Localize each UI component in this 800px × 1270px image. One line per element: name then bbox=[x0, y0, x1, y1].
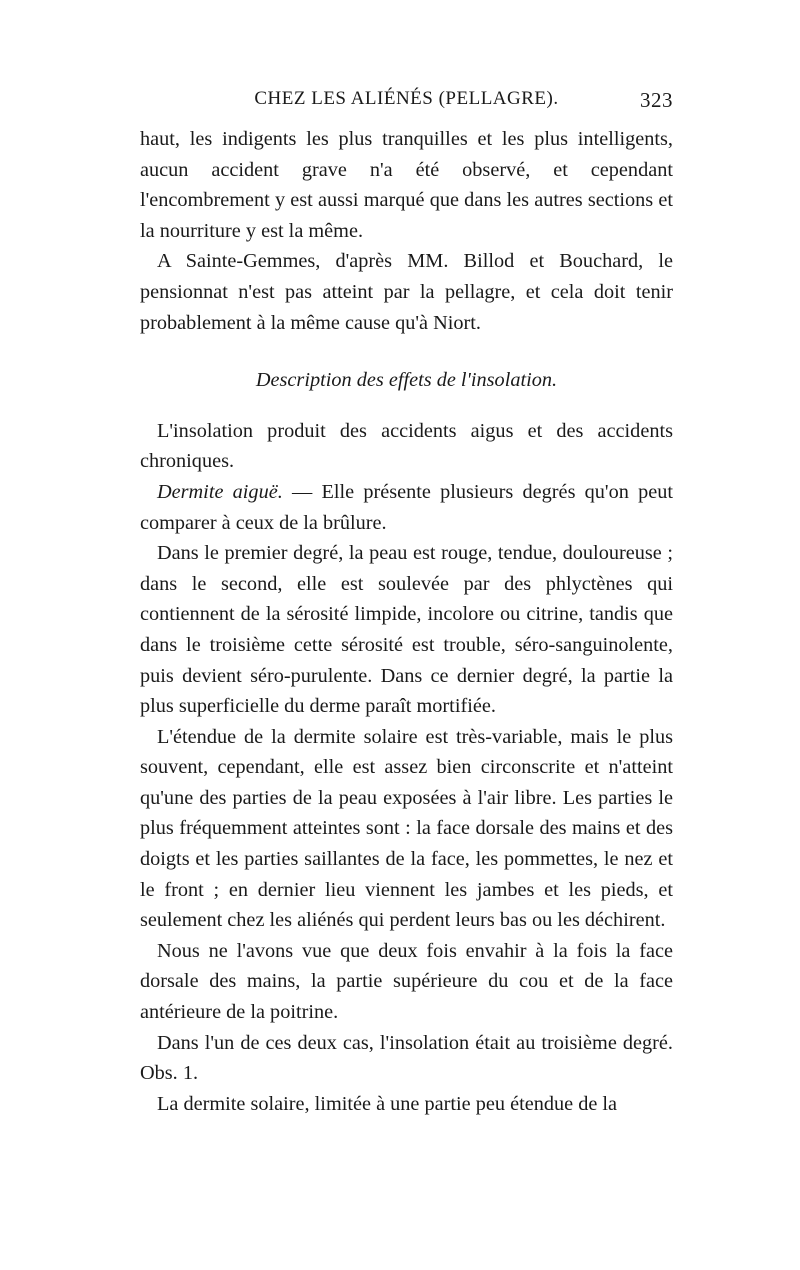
page-number: 323 bbox=[640, 88, 673, 112]
paragraph-5: Dans le premier degré, la peau est rouge, tendue, douloureuse ; dans le second, elle est soulevée par des phlyctènes qui contiennent de la sérosité limpide, incolore ou citrine, tandis que dans le troisième cette sérosité est trouble, séro-sanguinolente, puis devient séro-purulente. Dans ce dernier degré, la partie la plus superficielle du derme paraît mortifiée. bbox=[140, 542, 673, 718]
paragraph-1: haut, les indigents les plus tranquilles et les plus intelligents, aucun accident grave n'a été observé, et cependant l'encombrement y est aussi marqué que dans les autres sections et la nourriture y est la même. bbox=[140, 128, 673, 242]
page-header bbox=[140, 88, 673, 118]
paragraph-7: Nous ne l'avons vue que deux fois envahir à la fois la face dorsale des mains, la partie supérieure du cou et de la face antérieure de la poitrine. bbox=[140, 939, 673, 1024]
subsection-lead: Dermite aiguë. bbox=[157, 480, 283, 503]
paragraph-3: L'insolation produit des accidents aigus et des accidents chroniques. bbox=[140, 419, 673, 473]
paragraph-6: L'étendue de la dermite solaire est très-variable, mais le plus souvent, cependant, elle est assez bien circonscrite et n'atteint qu'une des parties de la peau exposées à l'air libre. Les parties le plus fréquemment atteintes sont : la face dorsale des mains et des doigts et les parties saillantes de la face, les pommettes, le nez et le front ; en dernier lieu viennent les jambes et les pieds, et seulement chez les aliénés qui perdent leurs bas ou les déchirent. bbox=[140, 725, 673, 932]
paragraph-8: Dans l'un de ces deux cas, l'insolation était au troisième degré. Obs. 1. bbox=[140, 1031, 673, 1085]
page-body bbox=[140, 124, 673, 1119]
running-title: CHEZ LES ALIÉNÉS (PELLAGRE). bbox=[254, 88, 559, 109]
paragraph-2: A Sainte-Gemmes, d'après MM. Billod et Bouchard, le pensionnat n'est pas atteint par la pellagre, et cela doit tenir probablement à la même cause qu'à Niort. bbox=[140, 250, 673, 334]
paragraph-4 bbox=[140, 477, 673, 538]
paragraph-9: La dermite solaire, limitée à une partie peu étendue de la bbox=[157, 1092, 618, 1115]
paragraph-4-text: — Elle présente plusieurs degrés qu'on peut comparer à ceux de la brûlure. bbox=[140, 480, 673, 534]
section-title: Description des effets de l'insolation. bbox=[255, 369, 558, 392]
